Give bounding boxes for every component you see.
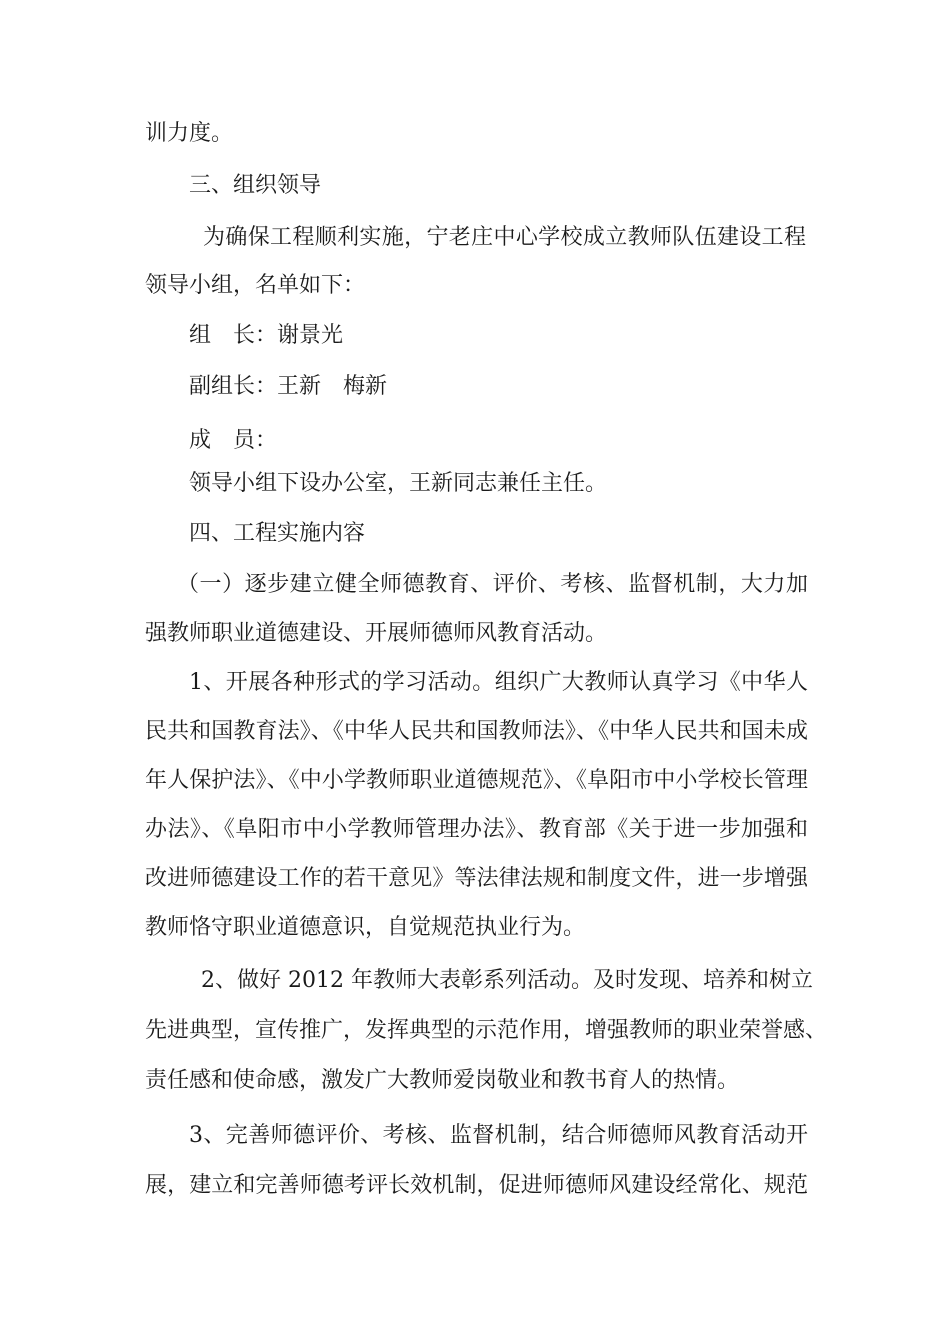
paragraph-line: 为确保工程顺利实施，宁老庄中心学校成立教师队伍建设工程 <box>203 225 806 250</box>
section-heading: 三、组织领导 <box>189 173 322 198</box>
paragraph-line: 领导小组，名单如下： <box>145 273 366 298</box>
subsection-heading: （一）逐步建立健全师德教育、评价、考核、监督机制，大力加 <box>177 572 808 597</box>
paragraph-line: 领导小组下设办公室，王新同志兼任主任。 <box>189 471 608 496</box>
paragraph-line: 责任感和使命感，激发广大教师爱岗敬业和教书育人的热情。 <box>145 1068 740 1093</box>
leader-line: 组 长：谢景光 <box>189 323 344 348</box>
paragraph-line: 先进典型，宣传推广，发挥典型的示范作用，增强教师的职业荣誉感、 <box>145 1018 828 1043</box>
paragraph-line: 展，建立和完善师德考评长效机制，促进师德师风建设经常化、规范 <box>145 1173 808 1198</box>
paragraph-line: 民共和国教育法》、《中华人民共和国教师法》、《中华人民共和国未成 <box>145 719 808 744</box>
paragraph-line: 年人保护法》、《中小学教师职业道德规范》、《阜阳市中小学校长管理 <box>145 768 808 793</box>
paragraph-line: 教师恪守职业道德意识，自觉规范执业行为。 <box>145 915 586 940</box>
members-line: 成 员： <box>189 428 278 453</box>
text-line: 训力度。 <box>145 121 234 146</box>
deputy-leader-line: 副组长：王新 梅新 <box>189 374 388 399</box>
paragraph-line: 改进师德建设工作的若干意见》等法律法规和制度文件，进一步增强 <box>145 866 808 891</box>
paragraph-line: 办法》、《阜阳市中小学教师管理办法》、教育部《关于进一步加强和 <box>145 817 808 842</box>
paragraph-line: 1、开展各种形式的学习活动。组织广大教师认真学习《中华人 <box>189 670 808 695</box>
section-heading: 四、工程实施内容 <box>189 521 366 546</box>
paragraph-line: 3、完善师德评价、考核、监督机制，结合师德师风教育活动开 <box>189 1123 808 1148</box>
subsection-heading: 强教师职业道德建设、开展师德师风教育活动。 <box>145 621 608 646</box>
paragraph-line: 2、做好 2012 年教师大表彰系列活动。及时发现、培养和树立 <box>201 968 813 993</box>
